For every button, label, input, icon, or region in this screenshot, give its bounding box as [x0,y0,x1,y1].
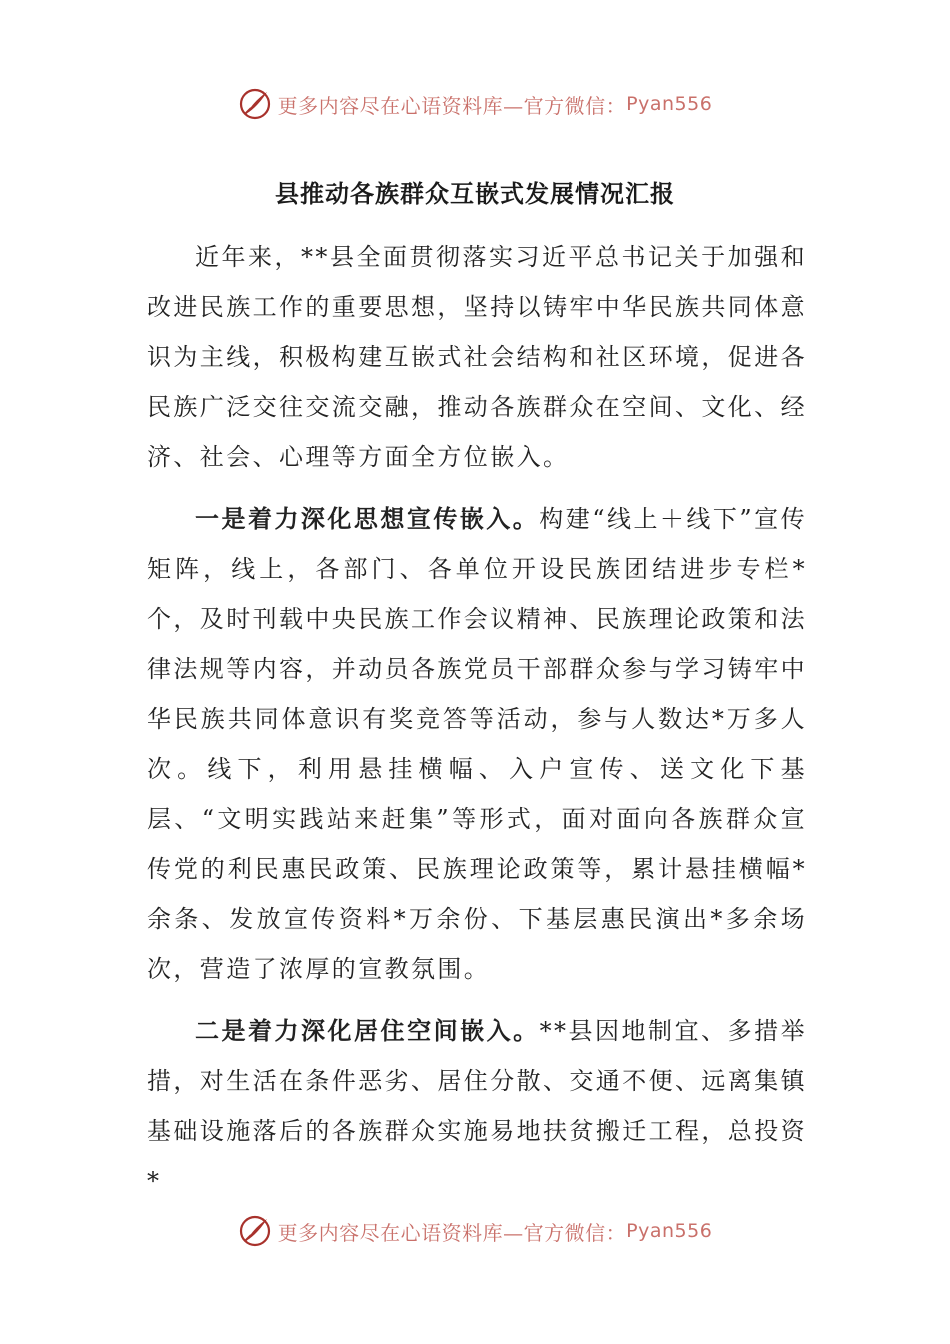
watermark-wechat-id: Pyan556 [626,1220,713,1242]
paragraph-intro [147,232,807,482]
quill-circle-logo-icon [238,87,272,121]
paragraph-body-text: 构建“线上＋线下”宣传矩阵，线上，各部门、各单位开设民族团结进步专栏*个，及时刊载中央民族工作会议精神、民族理论政策和法律法规等内容，并动员各族党员干部群众参与学习铸牢中华民族共同体意识有奖竞答等活动，参与人数达*万多人次。线下，利用悬挂横幅、入户宣传、送文化下基层、“文明实践站来赶集”等形式，面对面向各族群众宣传党的利民惠民政策、民族理论政策等，累计悬挂横幅*余条、发放宣传资料*万余份、下基层惠民演出*多余场次，营造了浓厚的宣教氛围。 [147,505,807,983]
header-watermark [0,84,950,124]
quill-circle-logo-icon [238,1214,272,1248]
paragraph-intro-text: 近年来，**县全面贯彻落实习近平总书记关于加强和改进民族工作的重要思想，坚持以铸牢中华民族共同体意识为主线，积极构建互嵌式社会结构和社区环境，促进各民族广泛交往交流交融，推动各族群众在空间、文化、经济、社会、心理等方面全方位嵌入。 [147,243,807,471]
document-title: 县推动各族群众互嵌式发展情况汇报 [275,179,675,208]
watermark-text: 更多内容尽在心语资料库—官方微信： [277,93,627,118]
paragraph-body-text: **县因地制宜、多措举措，对生活在条件恶劣、居住分散、交通不便、远离集镇基础设施落后的各族群众实施易地扶贫搬迁工程，总投资* [147,1017,808,1195]
watermark-wechat-id: Pyan556 [626,93,713,115]
paragraph-living-space [147,1006,807,1206]
paragraph-lead-heading: 一是着力深化思想宣传嵌入。 [195,504,540,533]
paragraph-ideology-publicity [147,494,807,994]
watermark-text: 更多内容尽在心语资料库—官方微信： [277,1220,627,1245]
document-body [147,232,807,1206]
footer-watermark [0,1211,950,1251]
paragraph-lead-heading: 二是着力深化居住空间嵌入。 [195,1016,540,1045]
